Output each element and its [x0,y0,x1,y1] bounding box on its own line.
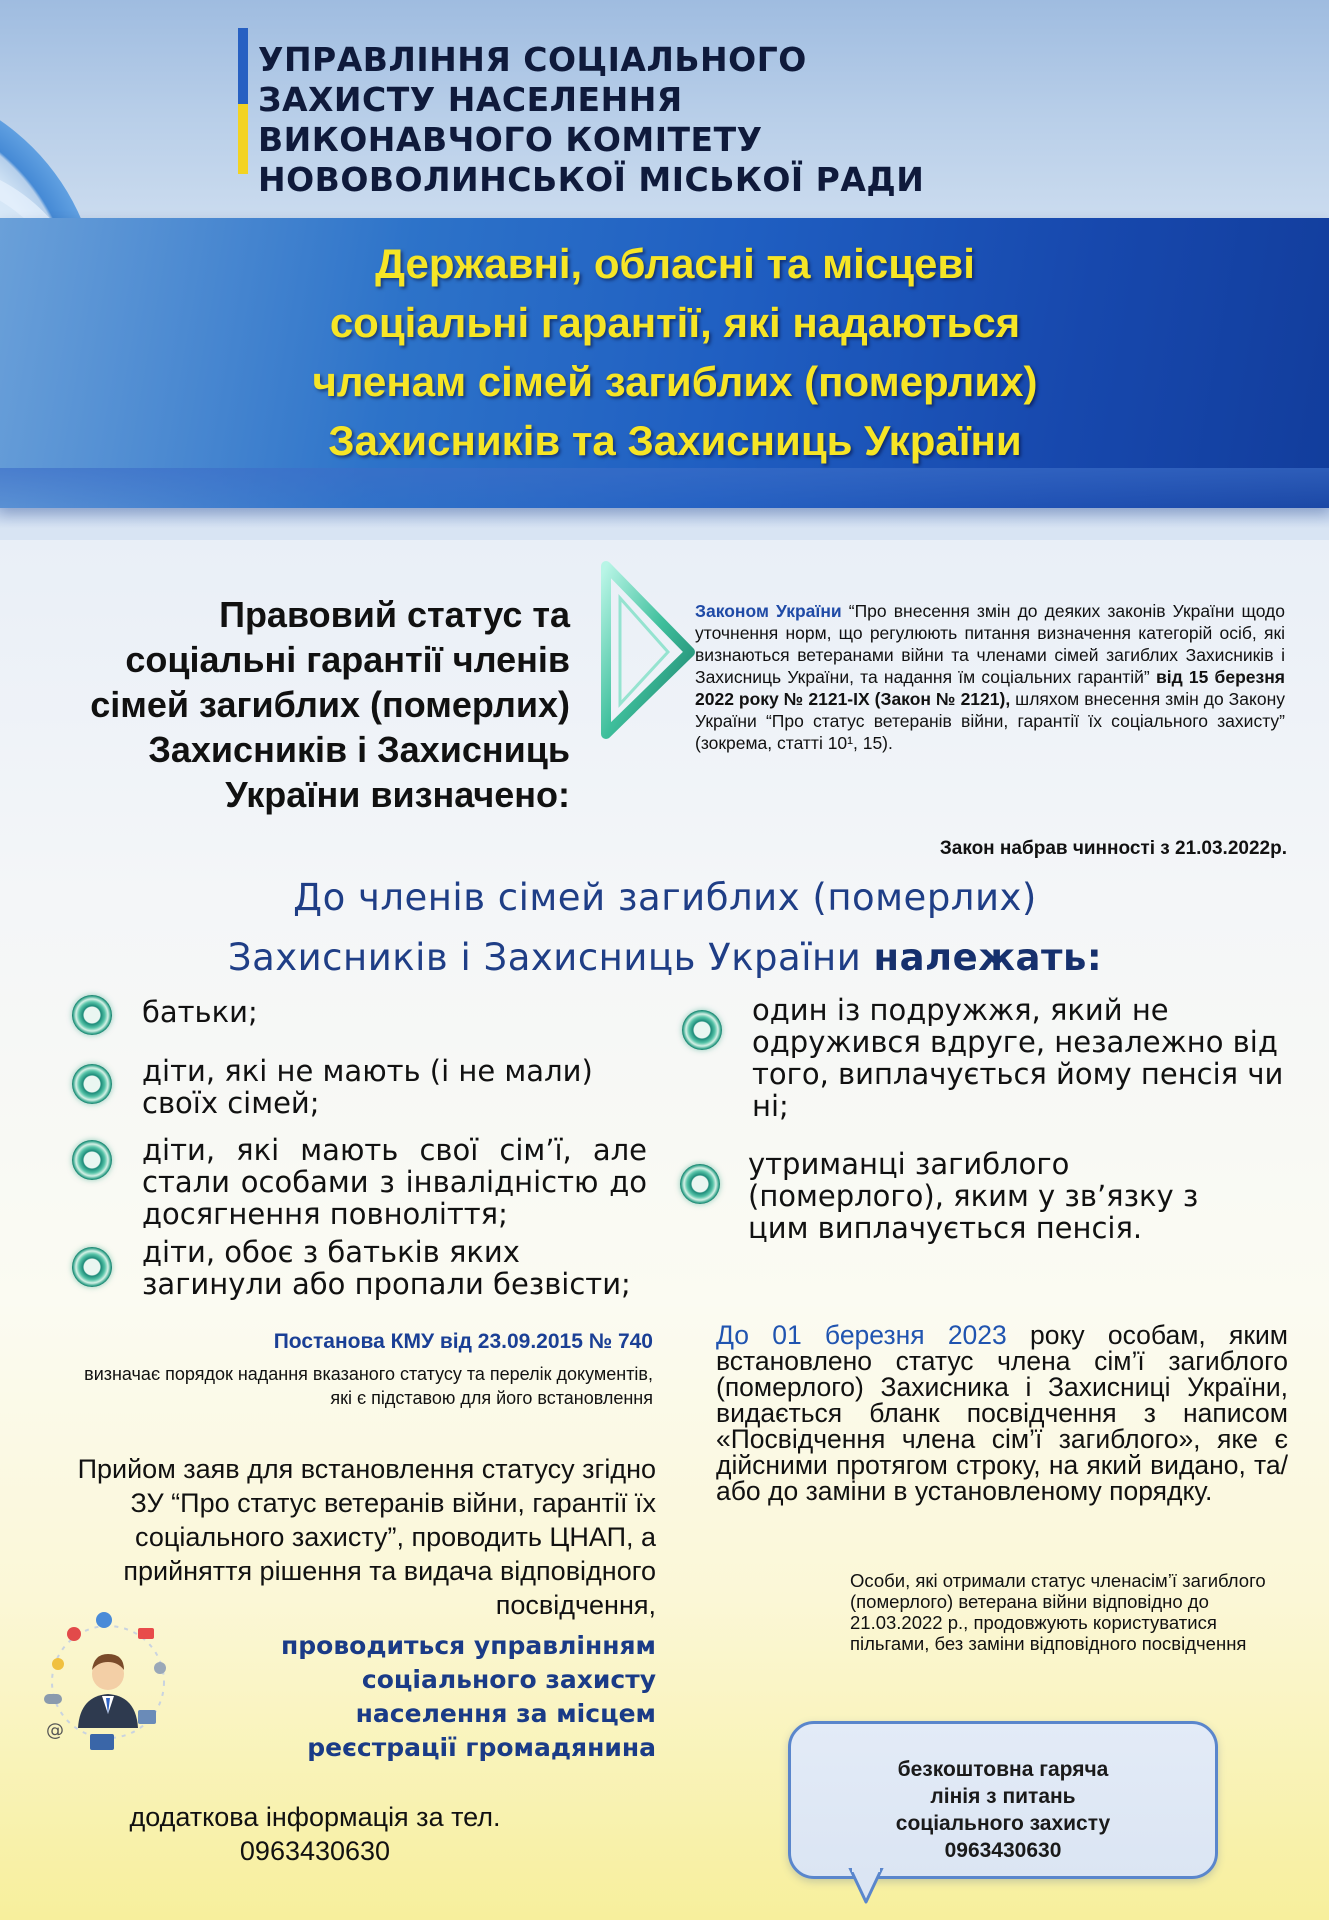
extra-info [80,1800,550,1868]
list-item: діти, які мають свої сім’ї, але стали особами з інвалідністю до досягнення повноліття; [142,1133,647,1231]
banner-title-line: Захисників та Захисниць України [328,417,1022,464]
members-heading [140,868,1190,988]
org-title-line: ВИКОНАВЧОГО КОМІТЕТУ [258,120,763,159]
hotline-line: безкоштовна гаряча [897,1758,1109,1781]
legal-title-line: України визначено: [225,774,570,815]
hotline-phone[interactable]: 0963430630 [944,1839,1062,1862]
certificate-date: До 01 березня 2023 [716,1320,1007,1350]
resolution-text: визначає порядок надання вказаного статусу та перелік документів, які є підставою для його встановлення [84,1364,653,1408]
svg-text:@: @ [46,1720,64,1741]
banner-title [150,234,1200,470]
extra-info-phone[interactable]: 0963430630 [239,1836,391,1866]
hotline-text [788,1756,1218,1864]
legal-status-title [40,592,570,817]
members-heading-line1: До членів сімей загиблих (померлих) [293,876,1037,919]
law-body: “Про внесення змін до деяких законів України щодо уточнення норм, що регулюють питання визначення категорій осіб, які визнаються ветеранами війни та членами сімей загиблих Захисників і Захисниць України, та надання їм соціальних гарантій” [695,601,1285,687]
law-lead: Законом України [695,601,842,621]
flag-blue-stripe [238,28,248,104]
members-heading-line2-wrap [140,928,1190,988]
banner-title-line: Державні, обласні та місцеві [375,240,975,287]
reception-bold-text: проводиться управлінням соціального захисту населення за місцем реєстрації громадянина [281,1631,656,1762]
hotline-line: соціального захисту [895,1812,1111,1835]
ring-bullet-icon [72,1140,112,1180]
legal-title-line: Правовий статус та [219,594,570,635]
ring-bullet-icon [72,1247,112,1287]
ring-bullet-icon [72,995,112,1035]
law-date: від 15 березня 2022 року № 2121-ІХ (Закон № 2121), [695,667,1285,709]
list-item: один із подружжя, який не одружився вдруге, незалежно від того, виплачується йому пенсія чи ні; [752,993,1284,1123]
reception-text: Прийом заяв для встановлення статусу згідно ЗУ “Про статус ветеранів війни, гарантії їх соціального захисту”, проводить ЦНАП, а прийняття рішення та видача відповідного посвідчення, [77,1454,656,1620]
flag-yellow-stripe [238,104,248,174]
list-item: утриманці загиблого (померлого), яким у зв’язку з цим виплачується пенсія. [748,1147,1199,1245]
members-heading-bold: належать: [873,936,1103,979]
legal-title-line: Захисників і Захисниць [148,729,570,770]
banner-title-line: членам сімей загиблих (померлих) [312,358,1038,405]
chat-bubble-tail-icon [848,1868,884,1904]
banner-title-line: соціальні гарантії, які надаються [329,299,1021,346]
legal-title-line: сімей загиблих (померлих) [90,684,570,725]
person-avatar-icon [38,1610,178,1755]
arrow-triangle-icon [598,560,698,740]
org-title-line: УПРАВЛІННЯ СОЦІАЛЬНОГО [258,40,807,79]
certificate-body: року особам, яким встановлено статус члена сім’ї загиблого (померлого) Захисника і Захисниці України, видається бланк посвідчення з написом «Посвідчення члена сім’ї загиблого», яке є дійсними протягом строку, на який видано, та/або до заміни в установленому порядку. [716,1320,1288,1506]
law-description [695,600,1285,754]
ring-bullet-icon [680,1164,720,1204]
list-item: батьки; [142,995,258,1029]
law-tail: шляхом внесення змін до Закону України “Про статус ветеранів війни, гарантії їх соціального захисту” (зокрема, статті 10¹, 15). [695,689,1285,753]
ring-bullet-icon [682,1010,722,1050]
banner-glow [0,468,1329,528]
hotline-line: лінія з питань [930,1785,1076,1808]
members-heading-line2: Захисників і Захисниць України [227,936,874,979]
legal-title-line: соціальні гарантії членів [125,639,570,680]
resolution-title: Постанова КМУ від 23.09.2015 № 740 [273,1330,653,1353]
law-effective-date: Закон набрав чинності з 21.03.2022р. [939,838,1287,859]
extra-info-label: додаткова інформація за тел. [129,1802,501,1832]
list-item: діти, обоє з батьків яких загинули або пропали безвісти; [142,1235,631,1301]
list-item: діти, які не мають (і не мали) своїх сімей; [142,1054,593,1120]
organization-title [258,40,958,200]
org-title-line: НОВОВОЛИНСЬКОЇ МІСЬКОЇ РАДИ [258,160,925,199]
certificate-text [716,1322,1288,1504]
benefits-note: Особи, які отримали статус членасім’ї загиблого (померлого) ветерана війни відповідно до 21.03.2022 р., продовжують користуватися пільгами, без заміни відповідного посвідчення [850,1570,1266,1654]
ring-bullet-icon [72,1064,112,1104]
org-title-line: ЗАХИСТУ НАСЕЛЕННЯ [258,80,683,119]
